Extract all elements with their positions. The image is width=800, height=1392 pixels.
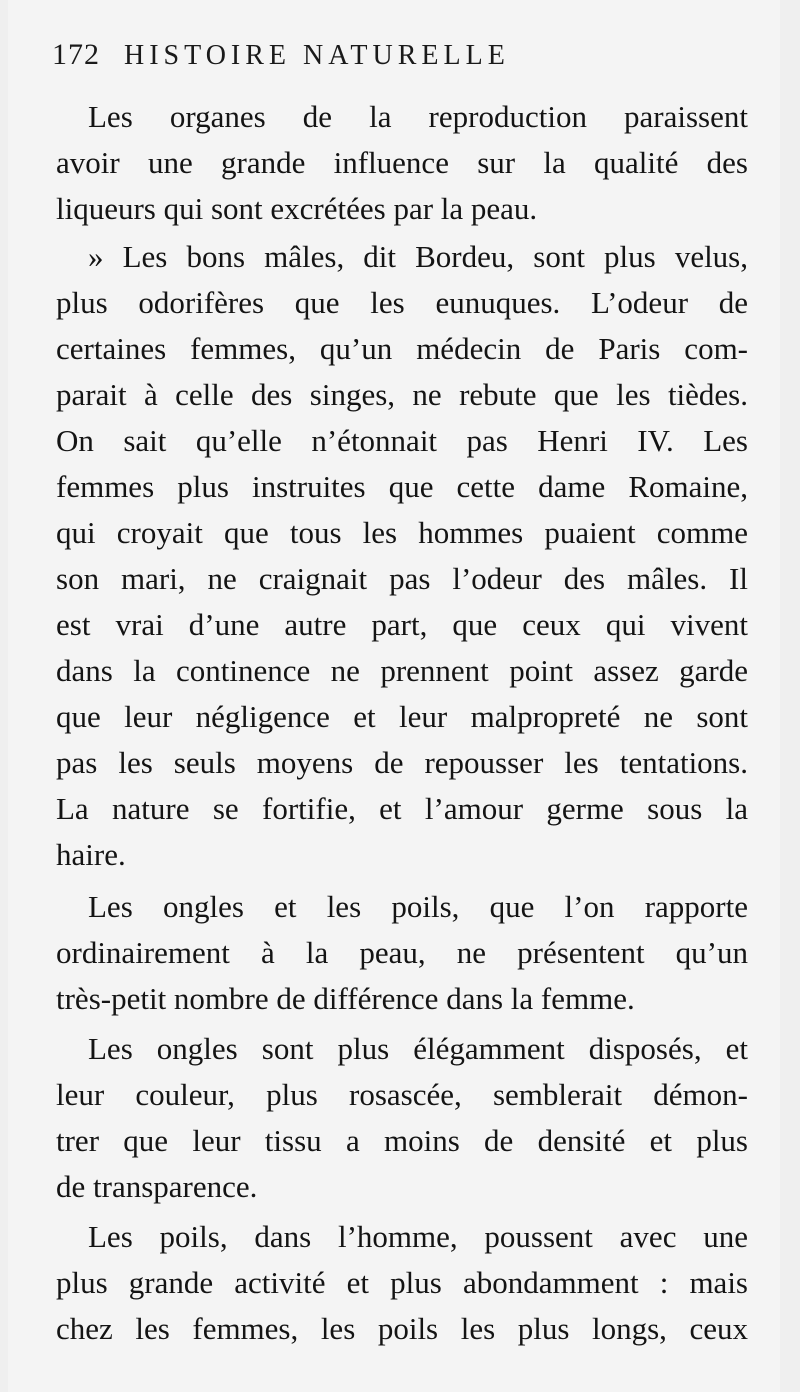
text-line: Les organes de la reproduction paraissent xyxy=(88,99,748,134)
text-line: trer que leur tissu a moins de densité et plus xyxy=(56,1123,748,1158)
text-line: plus odorifères que les eunuques. L’odeur de xyxy=(56,285,748,320)
text-line: son mari, ne craignait pas l’odeur des mâles. Il xyxy=(56,561,748,596)
text-line: très-petit nombre de différence dans la femme. xyxy=(56,981,635,1016)
text-line: haire. xyxy=(56,837,126,872)
text-line: dans la continence ne prennent point assez garde xyxy=(56,653,748,688)
running-head: HISTOIRE NATURELLE xyxy=(124,40,510,71)
text-line: parait à celle des singes, ne rebute que les tièdes. xyxy=(56,377,748,412)
text-line: certaines femmes, qu’un médecin de Paris com- xyxy=(56,331,748,366)
text-line: de transparence. xyxy=(56,1169,258,1204)
text-line: » Les bons mâles, dit Bordeu, sont plus velus, xyxy=(88,239,748,274)
text-line: plus grande activité et plus abondamment : mais xyxy=(56,1265,748,1300)
body-text xyxy=(0,88,800,1368)
text-line: La nature se fortifie, et l’amour germe sous la xyxy=(56,791,748,826)
text-line: leur couleur, plus rosascée, semblerait démon- xyxy=(56,1077,748,1112)
text-line: femmes plus instruites que cette dame Romaine, xyxy=(56,469,748,504)
text-line: pas les seuls moyens de repousser les tentations. xyxy=(56,745,748,780)
text-line: chez les femmes, les poils les plus longs, ceux xyxy=(56,1311,748,1346)
page-number: 172 xyxy=(52,38,100,71)
text-line: avoir une grande influence sur la qualité des xyxy=(56,145,748,180)
text-line: liqueurs qui sont excrétées par la peau. xyxy=(56,191,538,226)
text-line: ordinairement à la peau, ne présentent qu’un xyxy=(56,935,748,970)
text-line: que leur négligence et leur malpropreté ne sont xyxy=(56,699,748,734)
text-line: Les ongles sont plus élégamment disposés, et xyxy=(88,1031,748,1066)
text-line: On sait qu’elle n’étonnait pas Henri IV. Les xyxy=(56,423,748,458)
text-line: Les poils, dans l’homme, poussent avec une xyxy=(88,1219,748,1254)
text-line: qui croyait que tous les hommes puaient comme xyxy=(56,515,748,550)
text-line: Les ongles et les poils, que l’on rapporte xyxy=(88,889,748,924)
text-line: est vrai d’une autre part, que ceux qui vivent xyxy=(56,607,748,642)
page-header xyxy=(52,38,692,72)
